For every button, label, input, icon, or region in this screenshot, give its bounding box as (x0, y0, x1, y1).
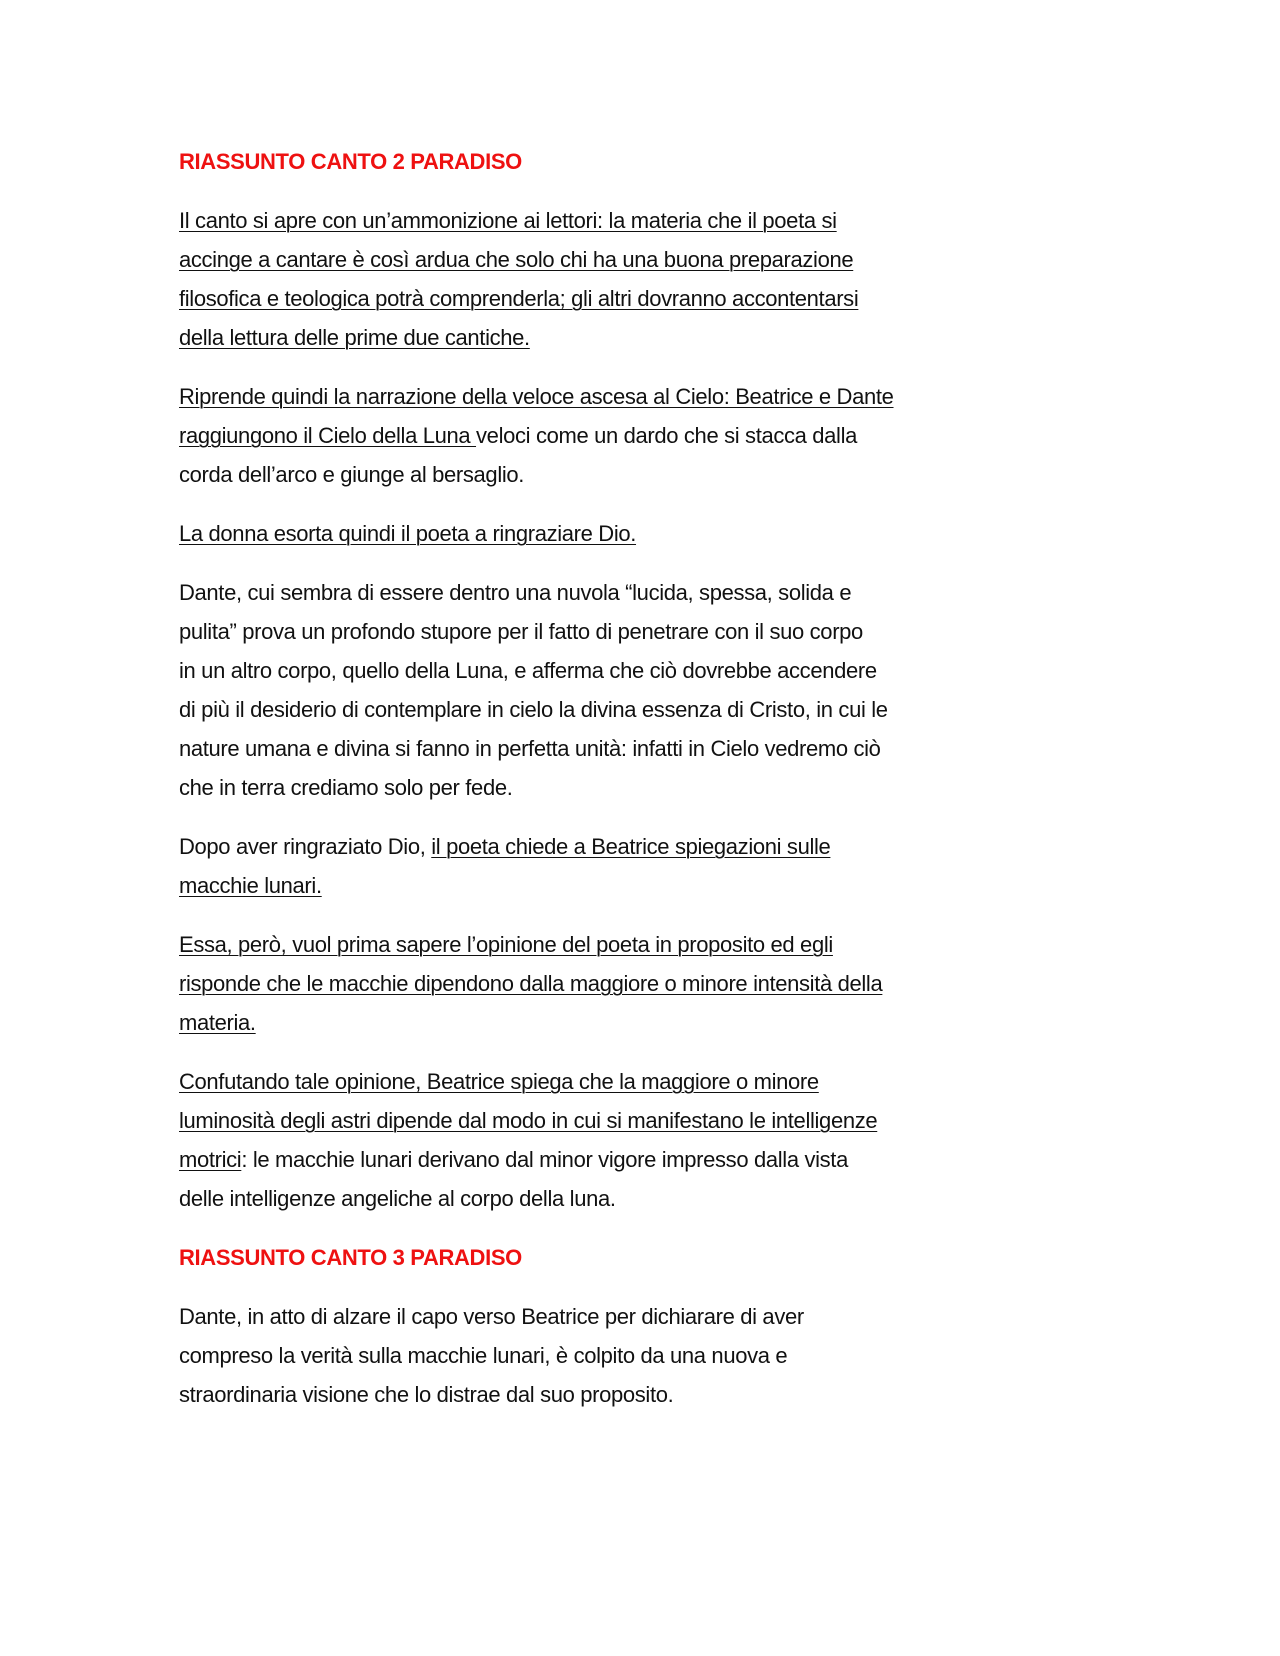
text-segment: straordinaria visione che lo distrae dal suo proposito. (179, 1382, 674, 1407)
section-heading (179, 142, 1079, 181)
underlined-text: risponde che le macchie dipendono dalla maggiore o minore intensità della (179, 971, 883, 996)
text-segment: nature umana e divina si fanno in perfetta unità: infatti in Cielo vedremo ciò (179, 736, 881, 761)
underlined-text: accinge a cantare è così ardua che solo chi ha una buona preparazione (179, 247, 854, 272)
paragraph (179, 514, 1079, 553)
underlined-text: materia. (179, 1010, 256, 1035)
section-heading (179, 1238, 1079, 1277)
text-line (179, 690, 1079, 729)
underlined-text: La donna esorta quindi il poeta a ringraziare Dio. (179, 521, 637, 546)
paragraph (179, 1062, 1079, 1218)
text-segment: che in terra crediamo solo per fede. (179, 775, 513, 800)
text-segment: corda dell’arco e giunge al bersaglio. (179, 462, 525, 487)
text-line (179, 1238, 1079, 1277)
text-line (179, 612, 1079, 651)
text-line (179, 279, 1079, 318)
text-line (179, 1003, 1079, 1042)
text-line (179, 1336, 1079, 1375)
text-line (179, 201, 1079, 240)
text-line (179, 318, 1079, 357)
underlined-text: raggiungono il Cielo della Luna (179, 423, 477, 448)
underlined-text: luminosità degli astri dipende dal modo in cui si manifestano le intelligenze (179, 1108, 878, 1133)
text-line (179, 142, 1079, 181)
underlined-text: Il canto si apre con un’ammonizione ai lettori: la materia che il poeta si (179, 208, 837, 233)
paragraph (179, 827, 1079, 905)
text-segment: compreso la verità sulla macchie lunari, è colpito da una nuova e (179, 1343, 788, 1368)
underlined-text: Essa, però, vuol prima sapere l’opinione del poeta in proposito ed egli (179, 932, 833, 957)
text-line (179, 416, 1079, 455)
paragraph (179, 201, 1079, 357)
paragraph (179, 925, 1079, 1042)
text-segment: in un altro corpo, quello della Luna, e afferma che ciò dovrebbe accendere (179, 658, 877, 683)
text-segment: Dante, in atto di alzare il capo verso Beatrice per dichiarare di aver (179, 1304, 804, 1329)
text-line (179, 1101, 1079, 1140)
text-segment: di più il desiderio di contemplare in cielo la divina essenza di Cristo, in cui le (179, 697, 888, 722)
text-segment: Dopo aver ringraziato Dio, (179, 834, 432, 859)
document-page (179, 142, 1079, 1434)
text-line (179, 964, 1079, 1003)
text-line (179, 1062, 1079, 1101)
text-segment: RIASSUNTO CANTO 2 PARADISO (179, 149, 522, 174)
text-segment: pulita” prova un profondo stupore per il fatto di penetrare con il suo corpo (179, 619, 863, 644)
paragraph (179, 1297, 1079, 1414)
underlined-text: Confutando tale opinione, Beatrice spiega che la maggiore o minore (179, 1069, 819, 1094)
text-line (179, 1297, 1079, 1336)
underlined-text: macchie lunari. (179, 873, 322, 898)
text-segment: RIASSUNTO CANTO 3 PARADISO (179, 1245, 522, 1270)
paragraph (179, 377, 1079, 494)
text-segment: : le macchie lunari derivano dal minor vigore impresso dalla vista (241, 1147, 848, 1172)
text-line (179, 1375, 1079, 1414)
underlined-text: il poeta chiede a Beatrice spiegazioni sulle (431, 834, 831, 859)
underlined-text: della lettura delle prime due cantiche. (179, 325, 530, 350)
underlined-text: filosofica e teologica potrà comprenderla; gli altri dovranno accontentarsi (179, 286, 859, 311)
underlined-text: Riprende quindi la narrazione della veloce ascesa al Cielo: Beatrice e Dante (179, 384, 894, 409)
text-line (179, 240, 1079, 279)
text-line (179, 827, 1079, 866)
text-line (179, 1140, 1079, 1179)
text-line (179, 651, 1079, 690)
text-line (179, 455, 1079, 494)
text-line (179, 768, 1079, 807)
text-segment: delle intelligenze angeliche al corpo della luna. (179, 1186, 616, 1211)
underlined-text: motrici (179, 1147, 242, 1172)
text-segment: Dante, cui sembra di essere dentro una nuvola “lucida, spessa, solida e (179, 580, 852, 605)
text-line (179, 866, 1079, 905)
text-line (179, 377, 1079, 416)
paragraph (179, 573, 1079, 807)
text-line (179, 1179, 1079, 1218)
text-line (179, 729, 1079, 768)
text-line (179, 925, 1079, 964)
text-line (179, 514, 1079, 553)
text-segment: veloci come un dardo che si stacca dalla (476, 423, 858, 448)
text-line (179, 573, 1079, 612)
